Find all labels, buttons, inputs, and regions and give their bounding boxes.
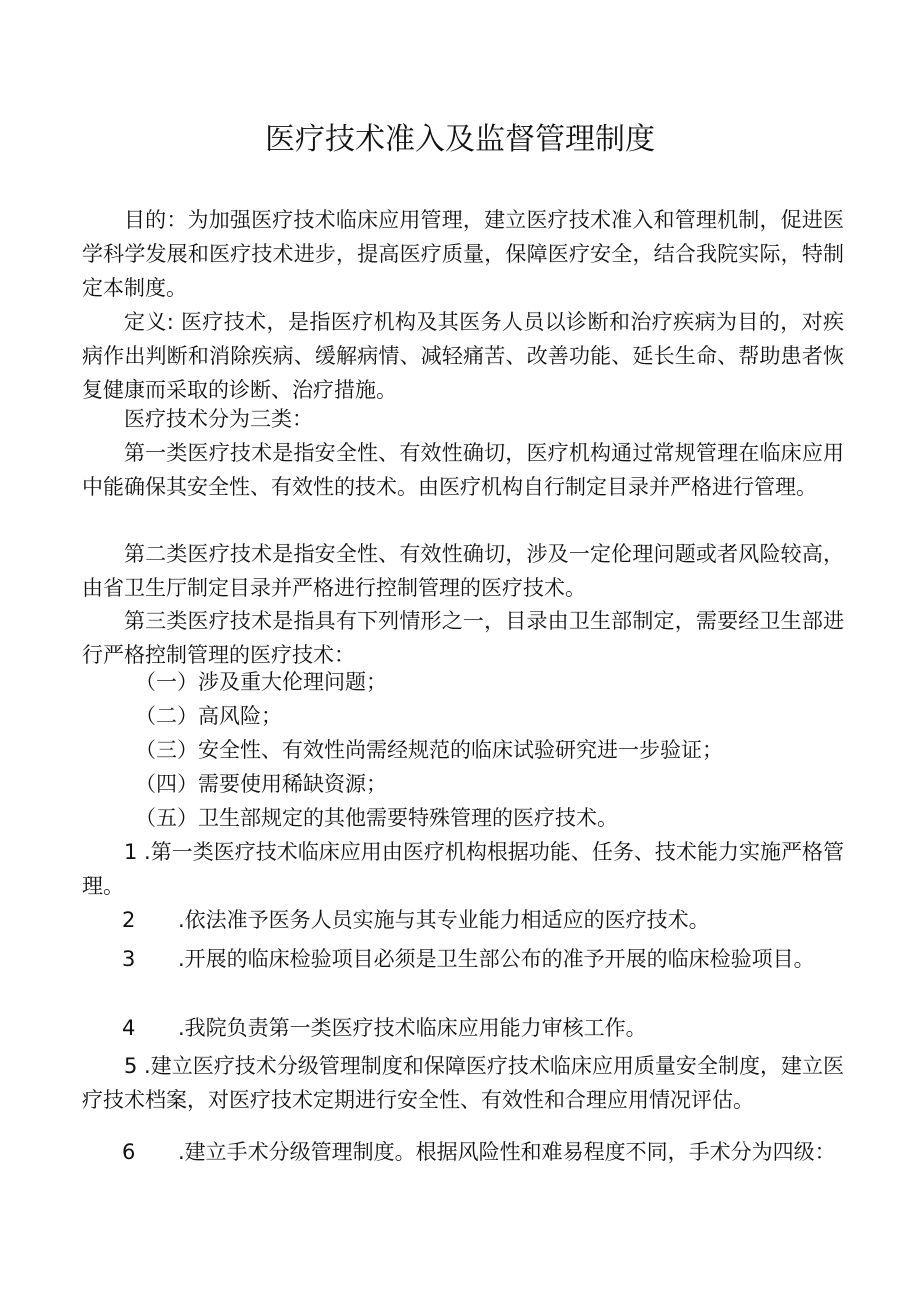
condition-item: （二）高风险； [135, 704, 282, 728]
rule-4-number: 4 [122, 1016, 136, 1040]
rule-6-row [122, 1135, 844, 1169]
rule-2-row [122, 903, 844, 937]
purpose-paragraph: 目的：为加强医疗技术临床应用管理，建立医疗技术准入和管理机制，促进医学科学发展和医疗技术进步，提高医疗质量，保障医疗安全，结合我院实际，特制定本制度。 [82, 208, 844, 300]
class-one-paragraph: 第一类医疗技术是指安全性、有效性确切，医疗机构通过常规管理在临床应用中能确保其安全性、有效性的技术。由医疗机构自行制定目录并严格进行管理。 [82, 441, 844, 499]
rule-4-text: .我院负责第一类医疗技术临床应用能力审核工作。 [178, 1016, 647, 1040]
rule-6-text: .建立手术分级管理制度。根据风险性和难易程度不同，手术分为四级： [178, 1140, 836, 1164]
page-title: 医疗技术准入及监督管理制度 [265, 122, 655, 157]
rule-3-row [122, 942, 844, 976]
rule-6-number: 6 [122, 1140, 136, 1164]
classification-intro: 医疗技术分为三类： [124, 407, 313, 431]
condition-item: （五）卫生部规定的其他需要特殊管理的医疗技术。 [135, 806, 618, 830]
condition-item: （三）安全性、有效性尚需经规范的临床试验研究进一步验证； [135, 738, 723, 762]
rule-3-number: 3 [122, 947, 136, 971]
rule-5-paragraph: 5 .建立医疗技术分级管理制度和保障医疗技术临床应用质量安全制度，建立医疗技术档案，对医疗技术定期进行安全性、有效性和合理应用情况评估。 [82, 1054, 844, 1112]
condition-item: （四）需要使用稀缺资源； [135, 772, 387, 796]
class-two-paragraph: 第二类医疗技术是指安全性、有效性确切，涉及一定伦理问题或者风险较高，由省卫生厅制定目录并严格进行控制管理的医疗技术。 [82, 542, 844, 600]
rule-2-text: .依法准予医务人员实施与其专业能力相适应的医疗技术。 [178, 908, 710, 932]
condition-item: （一）涉及重大伦理问题； [135, 670, 387, 694]
rule-1-paragraph: 1 .第一类医疗技术临床应用由医疗机构根据功能、任务、技术能力实施严格管理。 [82, 840, 844, 898]
class-three-paragraph: 第三类医疗技术是指具有下列情形之一，目录由卫生部制定，需要经卫生部进行严格控制管理的医疗技术： [82, 609, 844, 667]
rule-3-text: .开展的临床检验项目必须是卫生部公布的准予开展的临床检验项目。 [178, 947, 815, 971]
rule-2-number: 2 [122, 908, 136, 932]
rule-4-row [122, 1011, 844, 1045]
definition-paragraph: 定义: 医疗技术，是指医疗机构及其医务人员以诊断和治疗疾病为目的，对疾病作出判断和消除疾病、缓解病情、减轻痛苦、改善功能、延长生命、帮助患者恢复健康而采取的诊断、治疗措施。 [82, 310, 844, 402]
